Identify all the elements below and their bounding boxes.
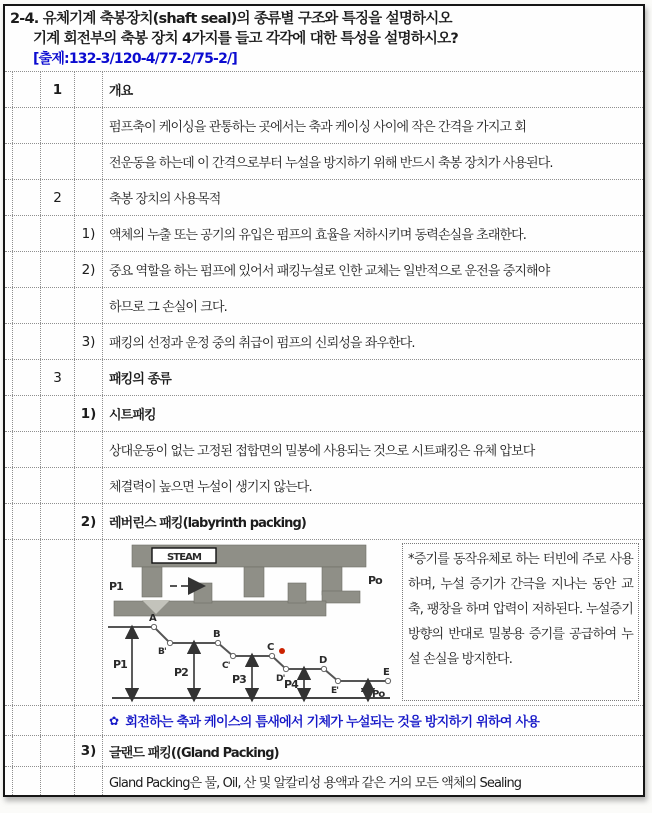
flower-bullet-icon: ✿	[109, 713, 119, 728]
table-row	[5, 432, 643, 468]
row-text: 축봉 장치의 사용목적	[109, 192, 221, 207]
point-label-d2: D'	[276, 674, 285, 684]
table-row-footnote	[5, 706, 643, 736]
row-text: 하므로 그 손실이 크다.	[109, 300, 227, 315]
point-label-b2: B'	[158, 647, 166, 657]
row-subnumber: 3)	[75, 324, 103, 359]
point-label-c: C	[267, 642, 274, 653]
table-row	[5, 252, 643, 288]
table-row	[5, 108, 643, 144]
footnote-text: 회전하는 축과 케이스의 틈새에서 기체가 누설되는 것을 방지하기 위하여 사용	[125, 715, 540, 730]
pressure-label-po: Po	[372, 689, 385, 700]
labyrinth-seal-diagram	[106, 543, 396, 703]
row-text: 시트패킹	[109, 408, 156, 423]
diagram-description-text: 증기를 동작유체로 하는 터빈에 주로 사용하며, 누설 증기가 간극을 지나는 동안 교축, 팽창을 하며 압력이 저하된다. 누설증기 방향의 반대로 밀봉용 증기를 공급하여 누설 손실을 방지한다.	[408, 552, 633, 668]
row-text: 상대운동이 없는 고정된 접합면의 밀봉에 사용되는 것으로 시트패킹은 유체 압보다	[109, 444, 535, 459]
row-text: 체결력이 높으면 누설이 생기지 않는다.	[109, 480, 312, 495]
steam-label: STEAM	[166, 552, 202, 563]
row-subnumber: 1)	[75, 396, 103, 431]
red-dot-icon	[279, 648, 285, 654]
answer-table	[5, 71, 643, 795]
row-text: 중요 역할을 하는 펌프에 있어서 패킹누설로 인한 교체는 일반적으로 운전을 중지해야	[109, 264, 550, 279]
row-subnumber: 3)	[75, 736, 103, 766]
row-text: 레버린스 패킹(labyrinth packing)	[109, 516, 306, 531]
table-row	[5, 360, 643, 396]
question-header	[5, 6, 643, 68]
asterisk-marker: *	[408, 552, 414, 567]
row-text: 패킹의 종류	[109, 372, 171, 387]
seal-cross-section	[109, 545, 383, 616]
diagram-description-box	[402, 543, 639, 701]
point-label-c2: C'	[222, 661, 230, 671]
table-row	[5, 504, 643, 540]
row-number: 1	[41, 72, 75, 107]
table-row	[5, 736, 643, 767]
row-number: 2	[41, 180, 75, 215]
point-label-a: A	[149, 613, 156, 624]
document-page	[3, 4, 645, 797]
row-text: 패킹의 선정과 운정 중의 취급이 펌프의 신뢰성을 좌우한다.	[109, 336, 415, 351]
table-row	[5, 396, 643, 432]
pressure-label-p3: P3	[232, 673, 246, 686]
row-text: 전운동을 하는데 이 간격으로부터 누설을 방지하기 위해 반드시 축봉 장치가 사용된다.	[109, 156, 553, 171]
row-text: 액체의 누출 또는 공기의 유입은 펌프의 효율을 저하시키며 동력손실을 초래한다.	[109, 228, 527, 243]
point-label-e: E	[383, 667, 389, 678]
pressure-label-p2: P2	[174, 666, 188, 679]
point-label-e2: E'	[331, 686, 339, 696]
row-text: 개요	[109, 84, 133, 99]
row-text: Gland Packing은 물, Oil, 산 및 알칼리성 용액과 같은 거의 모든 액체의 Sealing	[109, 775, 522, 791]
table-row	[5, 72, 643, 108]
table-row	[5, 216, 643, 252]
row-subnumber: 1)	[75, 216, 103, 251]
question-subtitle: 기계 회전부의 축봉 장치 4가지를 들고 각각에 대한 특성을 설명하시오?	[33, 31, 458, 47]
outlet-pressure-label: Po	[368, 574, 382, 587]
table-row	[5, 288, 643, 324]
table-row	[5, 144, 643, 180]
question-title: 2-4. 유체기계 축봉장치(shaft seal)의 종류별 구조와 특징을 설명하시오	[10, 11, 452, 27]
pressure-label-p1: P1	[113, 658, 127, 671]
row-text: 펌프축이 케이싱을 관통하는 곳에서는 축과 케이싱 사이에 작은 간격을 가지고 회	[109, 120, 527, 135]
table-row	[5, 324, 643, 360]
row-number: 3	[41, 360, 75, 395]
table-row	[5, 180, 643, 216]
table-row	[5, 468, 643, 504]
inlet-pressure-label: P1	[109, 580, 123, 593]
point-label-b: B	[213, 629, 220, 640]
pressure-label-p4: P4	[284, 678, 298, 691]
table-row-diagram	[5, 540, 643, 706]
point-label-d: D	[319, 655, 327, 666]
row-text: 글랜드 패킹((Gland Packing)	[109, 745, 279, 761]
row-subnumber: 2)	[75, 252, 103, 287]
table-row	[5, 767, 643, 795]
exam-reference: [출제:132-3/120-4/77-2/75-2/]	[33, 51, 237, 67]
row-subnumber: 2)	[75, 504, 103, 539]
pressure-profile-chart	[108, 613, 391, 700]
